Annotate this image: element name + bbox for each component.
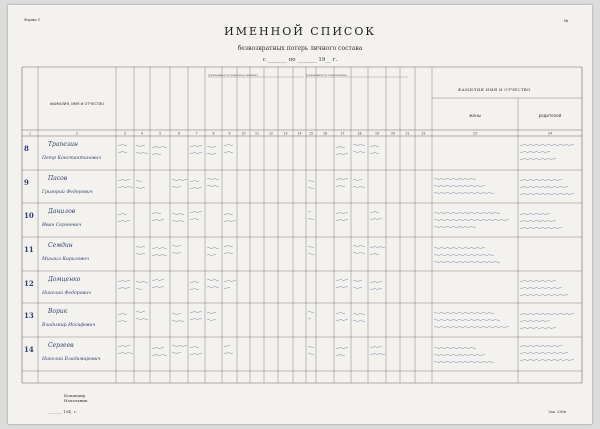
handwritten-ink-mark <box>172 220 184 221</box>
handwritten-ink-mark <box>118 186 133 187</box>
column-number: 13 <box>283 131 288 136</box>
handwritten-ink-mark <box>336 286 348 287</box>
handwritten-ink-mark <box>190 346 199 347</box>
handwritten-ink-mark <box>520 280 556 281</box>
handwritten-ink-mark <box>434 347 476 348</box>
handwritten-ink-mark <box>336 178 348 179</box>
handwritten-ink-mark <box>136 187 145 188</box>
entry-surname: Сергеев <box>48 342 74 349</box>
entry-number: 9 <box>24 178 29 187</box>
entry-number: 12 <box>24 279 34 288</box>
handwritten-ink-mark <box>224 287 230 288</box>
handwritten-ink-mark <box>353 151 365 152</box>
handwritten-ink-mark <box>520 287 562 288</box>
handwritten-ink-mark <box>336 146 345 147</box>
document-sheet <box>8 5 592 424</box>
handwritten-ink-mark <box>118 220 130 221</box>
handwritten-ink-mark <box>152 212 161 213</box>
handwritten-ink-mark <box>172 245 181 246</box>
handwritten-ink-mark <box>172 320 184 321</box>
handwritten-ink-mark <box>353 252 365 253</box>
handwritten-ink-mark <box>118 345 130 346</box>
handwritten-ink-mark <box>136 253 145 254</box>
handwritten-ink-mark <box>520 213 550 214</box>
entry-surname: Трапезин <box>48 141 78 148</box>
handwritten-ink-mark <box>370 288 382 289</box>
handwritten-ink-mark <box>520 179 562 180</box>
handwritten-ink-mark <box>336 212 348 213</box>
handwritten-ink-mark <box>224 144 233 145</box>
handwritten-ink-mark <box>172 345 187 346</box>
handwritten-ink-mark <box>224 280 236 281</box>
entry-number: 14 <box>24 345 34 354</box>
handwritten-ink-mark <box>118 280 130 281</box>
entry-given-names: Иван Сергеевич <box>42 223 82 228</box>
handwritten-ink-mark <box>353 280 362 281</box>
handwritten-ink-mark <box>118 320 127 321</box>
handwritten-ink-mark <box>434 319 500 320</box>
handwritten-ink-mark <box>152 354 167 355</box>
handwritten-ink-mark <box>190 318 202 319</box>
column-number: 24 <box>547 131 553 136</box>
handwritten-ink-mark <box>136 281 148 282</box>
handwritten-ink-mark <box>224 352 233 353</box>
handwritten-ink-mark <box>118 313 127 314</box>
handwritten-ink-mark <box>370 346 382 347</box>
handwritten-ink-mark <box>152 286 164 287</box>
handwritten-ink-mark <box>224 213 233 214</box>
entry-number: 8 <box>24 144 29 153</box>
handwritten-ink-mark <box>336 354 345 355</box>
entry-surname: Домценко <box>48 276 81 283</box>
entry-surname: Семдин <box>48 242 73 249</box>
handwritten-ink-mark <box>308 353 314 354</box>
column-number: 16 <box>322 131 328 136</box>
handwritten-ink-mark <box>136 246 145 247</box>
handwritten-ink-mark <box>308 311 314 312</box>
handwritten-ink-mark <box>434 247 485 248</box>
column-number: 8 <box>212 131 215 136</box>
handwritten-ink-mark <box>520 327 556 328</box>
column-number: 4 <box>140 131 144 136</box>
handwritten-ink-mark <box>520 151 550 152</box>
handwritten-ink-mark <box>190 187 202 188</box>
handwritten-ink-mark <box>336 185 345 186</box>
handwritten-ink-mark <box>152 279 164 280</box>
handwritten-ink-mark <box>308 246 314 247</box>
entry-surname: Данилов <box>48 208 76 215</box>
handwritten-ink-mark <box>136 180 142 181</box>
handwritten-ink-mark <box>353 245 365 246</box>
handwritten-ink-mark <box>224 345 230 346</box>
handwritten-ink-mark <box>520 186 568 187</box>
handwritten-ink-mark <box>520 359 574 360</box>
corner-number: № <box>563 18 568 23</box>
handwritten-ink-mark <box>370 281 382 282</box>
column-header-parents: родителей <box>538 113 562 118</box>
handwritten-ink-mark <box>336 153 348 154</box>
handwritten-ink-mark <box>370 353 385 354</box>
handwritten-ink-mark <box>172 213 184 214</box>
handwritten-ink-mark <box>207 279 219 280</box>
handwritten-ink-mark <box>434 361 494 362</box>
handwritten-ink-mark <box>190 353 202 354</box>
handwritten-ink-mark <box>190 311 202 312</box>
column-number: 22 <box>421 131 426 136</box>
handwritten-ink-mark <box>207 153 216 154</box>
handwritten-ink-mark <box>434 178 476 179</box>
column-number: 23 <box>472 131 478 136</box>
handwritten-ink-mark <box>370 145 379 146</box>
column-group-header: ФАМИЛИЯ ИМЯ И ОТЧЕСТВО <box>458 87 531 92</box>
handwritten-ink-mark <box>336 279 348 280</box>
handwritten-ink-mark <box>172 352 181 353</box>
header-note: (указывается отношение) <box>306 73 347 77</box>
entry-surname: Ворик <box>48 308 68 315</box>
column-number: 10 <box>241 131 246 136</box>
handwritten-ink-mark <box>207 185 219 186</box>
column-number: 2 <box>75 131 79 136</box>
handwritten-ink-mark <box>118 287 130 288</box>
entry-given-names: Николай Владимирович <box>42 357 101 362</box>
column-number: 9 <box>228 131 231 136</box>
print-order-code: Зак. 236н <box>548 410 566 414</box>
column-number: 3 <box>123 131 127 136</box>
handwritten-ink-mark <box>520 313 574 314</box>
column-number: 12 <box>268 131 274 136</box>
entry-number: 13 <box>24 311 34 320</box>
entry-given-names: Петр Константинович <box>42 156 102 161</box>
handwritten-ink-mark <box>308 318 311 319</box>
column-number: 1 <box>28 131 32 136</box>
handwritten-ink-mark <box>224 220 236 221</box>
handwritten-ink-mark <box>434 261 500 262</box>
entry-given-names: Михаил Кирилович <box>42 257 89 262</box>
entry-number: 11 <box>24 245 34 254</box>
handwritten-ink-mark <box>136 145 145 146</box>
handwritten-ink-mark <box>336 347 348 348</box>
handwritten-ink-mark <box>353 313 365 314</box>
handwritten-ink-mark <box>434 354 485 355</box>
handwritten-ink-mark <box>434 192 494 193</box>
handwritten-ink-mark <box>370 152 379 153</box>
handwritten-ink-mark <box>434 212 500 213</box>
column-number: 14 <box>297 131 302 136</box>
handwritten-ink-mark <box>520 227 562 228</box>
handwritten-ink-mark <box>190 218 199 219</box>
column-number: 5 <box>158 131 162 136</box>
column-number: 11 <box>254 131 260 136</box>
handwritten-ink-mark <box>520 158 556 159</box>
handwritten-ink-mark <box>434 254 494 255</box>
handwritten-ink-mark <box>353 287 362 288</box>
handwritten-ink-mark <box>308 187 314 188</box>
column-number: 17 <box>340 131 345 136</box>
handwritten-ink-mark <box>190 288 199 289</box>
handwritten-ink-mark <box>136 318 148 319</box>
column-header-wives: жены <box>469 113 481 118</box>
handwritten-ink-mark <box>353 186 365 187</box>
handwritten-ink-mark <box>224 151 233 152</box>
handwritten-ink-mark <box>136 311 145 312</box>
handwritten-ink-mark <box>172 179 187 180</box>
handwritten-ink-mark <box>520 294 568 295</box>
entry-given-names: Николай Федорович <box>42 291 91 296</box>
handwritten-ink-mark <box>434 326 509 327</box>
handwritten-ink-mark <box>370 211 379 212</box>
handwritten-ink-mark <box>152 347 164 348</box>
handwritten-ink-mark <box>172 252 181 253</box>
handwritten-ink-mark <box>172 313 181 314</box>
footer-date: _______ 194_ г. <box>48 409 78 414</box>
handwritten-ink-mark <box>336 219 348 220</box>
column-number: 7 <box>195 131 198 136</box>
handwritten-ink-mark <box>118 179 130 180</box>
handwritten-ink-mark <box>207 254 216 255</box>
handwritten-ink-mark <box>520 352 568 353</box>
handwritten-ink-mark <box>520 220 556 221</box>
handwritten-ink-mark <box>336 319 348 320</box>
handwritten-ink-mark <box>190 211 202 212</box>
handwritten-ink-mark <box>152 219 164 220</box>
column-number: 21 <box>405 131 410 136</box>
handwritten-ink-mark <box>118 352 133 353</box>
handwritten-ink-mark <box>434 185 485 186</box>
handwritten-ink-mark <box>520 345 562 346</box>
column-number: 20 <box>390 131 396 136</box>
column-number: 15 <box>308 131 314 136</box>
handwritten-ink-mark <box>353 144 365 145</box>
form-code: Форма 2 <box>24 17 40 22</box>
handwritten-ink-mark <box>520 193 574 194</box>
handwritten-ink-mark <box>370 246 385 247</box>
handwritten-ink-mark <box>308 218 314 219</box>
header-note: (указывается воинское звание) <box>208 73 258 77</box>
handwritten-ink-mark <box>136 152 148 153</box>
document-subtitle: безвозвратных потерь личного состава <box>237 45 363 52</box>
entry-number: 10 <box>24 211 34 220</box>
handwritten-ink-mark <box>136 288 142 289</box>
handwritten-ink-mark <box>520 144 574 145</box>
handwritten-ink-mark <box>152 146 167 147</box>
signature-labels: Командир Начальник <box>64 393 88 403</box>
handwritten-ink-mark <box>353 320 365 321</box>
handwritten-ink-mark <box>308 346 314 347</box>
entry-surname: Пасов <box>48 175 68 182</box>
entry-given-names: Григорий Федорович <box>42 190 93 195</box>
handwritten-ink-mark <box>434 312 494 313</box>
entry-given-names: Владимир Иосифович <box>42 323 96 328</box>
handwritten-ink-mark <box>152 153 161 154</box>
handwritten-ink-mark <box>224 245 233 246</box>
document-title: ИМЕННОЙ СПИСОК <box>224 25 376 38</box>
handwritten-ink-mark <box>353 179 362 180</box>
handwritten-ink-mark <box>118 151 127 152</box>
handwritten-ink-mark <box>207 146 216 147</box>
handwritten-ink-mark <box>207 286 219 287</box>
handwritten-ink-mark <box>152 254 167 255</box>
handwritten-ink-mark <box>207 247 219 248</box>
handwritten-ink-mark <box>308 253 314 254</box>
handwritten-ink-mark <box>190 145 202 146</box>
handwritten-ink-mark <box>434 226 476 227</box>
handwritten-ink-mark <box>190 281 199 282</box>
handwritten-ink-mark <box>207 312 216 313</box>
handwritten-ink-mark <box>172 186 181 187</box>
handwritten-ink-mark <box>336 312 345 313</box>
column-number: 6 <box>177 131 181 136</box>
handwritten-ink-mark <box>207 178 219 179</box>
handwritten-ink-mark <box>190 180 199 181</box>
handwritten-ink-mark <box>434 219 509 220</box>
column-header-surname: ФАМИЛИЯ, ИМЯ И ОТЧЕСТВО <box>49 102 105 106</box>
handwritten-ink-mark <box>207 319 216 320</box>
handwritten-ink-mark <box>520 320 550 321</box>
handwritten-ink-mark <box>190 152 202 153</box>
handwritten-ink-mark <box>224 252 233 253</box>
handwritten-ink-mark <box>118 213 127 214</box>
handwritten-ink-mark <box>152 247 167 248</box>
handwritten-ink-mark <box>118 144 127 145</box>
date-range-line: с _______ по _______ 19__ г. <box>262 57 338 63</box>
handwritten-ink-mark <box>370 253 379 254</box>
column-number: 18 <box>357 131 362 136</box>
handwritten-ink-mark <box>370 218 382 219</box>
handwritten-ink-mark <box>308 180 314 181</box>
handwritten-ink-mark <box>308 211 311 212</box>
column-number: 19 <box>374 131 380 136</box>
